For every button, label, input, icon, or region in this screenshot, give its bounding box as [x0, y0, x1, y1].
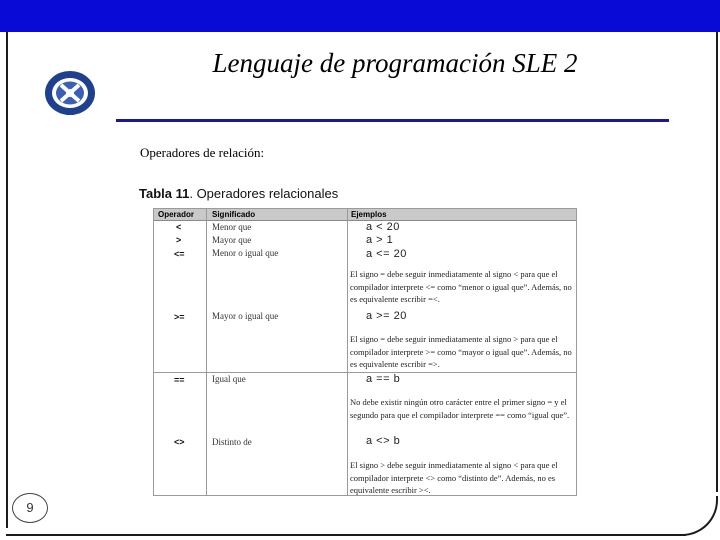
section-subtitle: Operadores de relación: [140, 145, 265, 160]
example-greater-than: a > 1 [366, 234, 394, 246]
table-caption-text: . Operadores relacionales [189, 186, 339, 201]
header-operador: Operador [158, 210, 195, 219]
example-less-equal: a <= 20 [366, 248, 407, 260]
operator-greater-than: > [176, 235, 182, 245]
university-seal-logo [44, 70, 96, 116]
meaning-greater-than: Mayor que [212, 235, 252, 245]
operator-less-equal: <= [174, 249, 185, 259]
frame-bottom-border [6, 534, 686, 536]
frame-right-border [716, 32, 718, 492]
example-less-than: a < 20 [366, 221, 400, 233]
header-ejemplos: Ejemplos [351, 210, 387, 219]
meaning-equal: Igual que [212, 374, 246, 384]
note-not-equal: El signo > debe seguir inmediatamente al signo < para que el compilador interprete <> como “distinto de”. Además, no es equivalente escribir ><. [350, 460, 558, 495]
table-header-row [154, 209, 576, 221]
example-not-equal: a <> b [366, 435, 401, 447]
meaning-less-than: Menor que [212, 222, 252, 232]
example-greater-equal: a >= 20 [366, 310, 407, 322]
frame-corner-curve [682, 496, 718, 536]
frame-left-border [6, 32, 8, 528]
title-underline [116, 119, 669, 122]
operator-not-equal: <> [174, 437, 185, 447]
meaning-not-equal: Distinto de [212, 437, 252, 447]
row-divider [154, 372, 576, 373]
page-number-badge: 9 [12, 493, 48, 523]
relational-operators-table [153, 208, 577, 496]
slide-title: Lenguaje de programación SLE 2 [212, 48, 578, 78]
column-divider [347, 209, 348, 495]
operator-less-than: < [176, 222, 182, 232]
note-equal: No debe existir ningún otro carácter entre el primer signo = y el segundo para que el compilador interprete == como “igual que”. [350, 397, 570, 420]
note-less-equal: El signo = debe seguir inmediatamente al signo < para que el compilador interprete <= como “menor o igual que”. Además, no es equivalente escribir =<. [350, 269, 572, 304]
meaning-greater-equal: Mayor o igual que [212, 311, 279, 321]
note-greater-equal: El signo = debe seguir inmediatamente al signo > para que el compilador interprete >= como “mayor o igual que”. Además, no es equivalente escribir =>. [350, 334, 572, 369]
operator-greater-equal: >= [174, 312, 185, 322]
table-caption [139, 186, 338, 201]
table-caption-number: Tabla 11 [139, 186, 190, 201]
header-significado: Significado [212, 210, 256, 219]
operator-equal: == [174, 375, 185, 385]
column-divider [206, 209, 207, 495]
example-equal: a == b [366, 373, 401, 385]
top-banner [0, 0, 720, 32]
meaning-less-equal: Menor o igual que [212, 248, 279, 258]
